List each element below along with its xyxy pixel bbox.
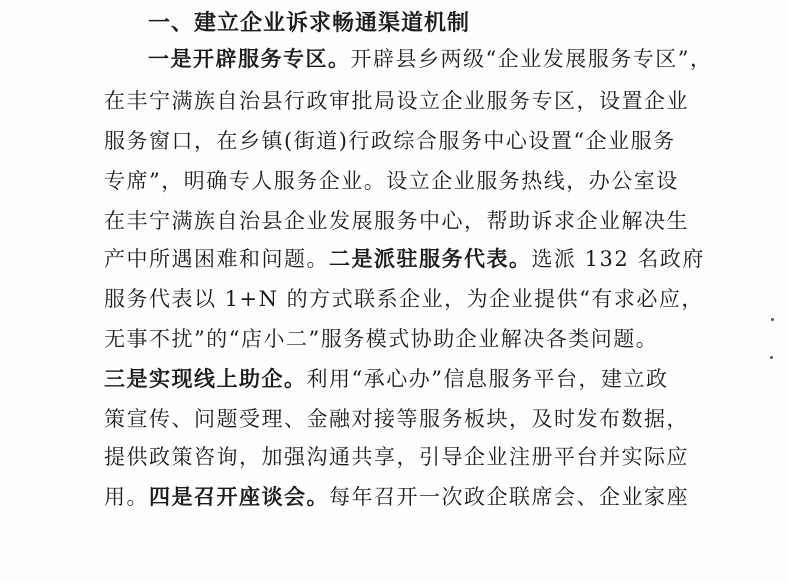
body-text: 专席”，明确专人服务企业。设立企业服务热线，办公室设 xyxy=(104,169,679,193)
scan-speck xyxy=(770,356,773,359)
paragraph-line xyxy=(104,366,668,392)
paragraph-line xyxy=(104,326,658,352)
bold-text: 一是开辟服务专区。 xyxy=(148,46,351,71)
body-text: 开辟县乡两级“企业发展服务专区”， xyxy=(350,47,713,71)
paragraph-line xyxy=(104,208,689,234)
paragraph-line xyxy=(104,406,689,432)
body-text: 策宣传、问题受理、金融对接等服务板块，及时发布数据， xyxy=(104,407,689,431)
body-text: 选派 132 名政府 xyxy=(531,247,705,271)
section-heading: 一、建立企业诉求畅通渠道机制 xyxy=(148,11,471,36)
body-text: 提供政策咨询，加强沟通共享，引导企业注册平台并实际应 xyxy=(104,445,689,469)
body-text: 用。 xyxy=(104,485,149,509)
paragraph-line xyxy=(104,484,689,510)
paragraph-line xyxy=(148,46,712,72)
bold-text: 二是派驻服务代表。 xyxy=(329,246,532,271)
paragraph-line xyxy=(104,444,689,470)
paragraph-line xyxy=(104,168,679,194)
paragraph-line xyxy=(104,286,704,312)
paragraph-line xyxy=(104,88,689,114)
paragraph-line xyxy=(104,246,705,272)
body-text: 在丰宁满族自治县企业发展服务中心，帮助诉求企业解决生 xyxy=(104,209,689,233)
body-text: 在丰宁满族自治县行政审批局设立企业服务专区，设置企业 xyxy=(104,89,689,113)
body-text: 无事不扰”的“店小二”服务模式协助企业解决各类问题。 xyxy=(104,327,659,351)
scan-speck xyxy=(771,318,774,321)
bold-text: 四是召开座谈会。 xyxy=(149,484,329,509)
paragraph-line xyxy=(104,128,676,154)
body-text: 服务窗口，在乡镇(街道)行政综合服务中心设置“企业服务 xyxy=(104,129,676,153)
body-text: 每年召开一次政企联席会、企业家座 xyxy=(329,485,689,509)
body-text: 利用“承心办”信息服务平台，建立政 xyxy=(306,367,669,391)
bold-text: 三是实现线上助企。 xyxy=(104,366,307,391)
body-text: 服务代表以 1+N 的方式联系企业，为企业提供“有求必应， xyxy=(104,287,704,311)
body-text: 产中所遇困难和问题。 xyxy=(104,247,329,271)
